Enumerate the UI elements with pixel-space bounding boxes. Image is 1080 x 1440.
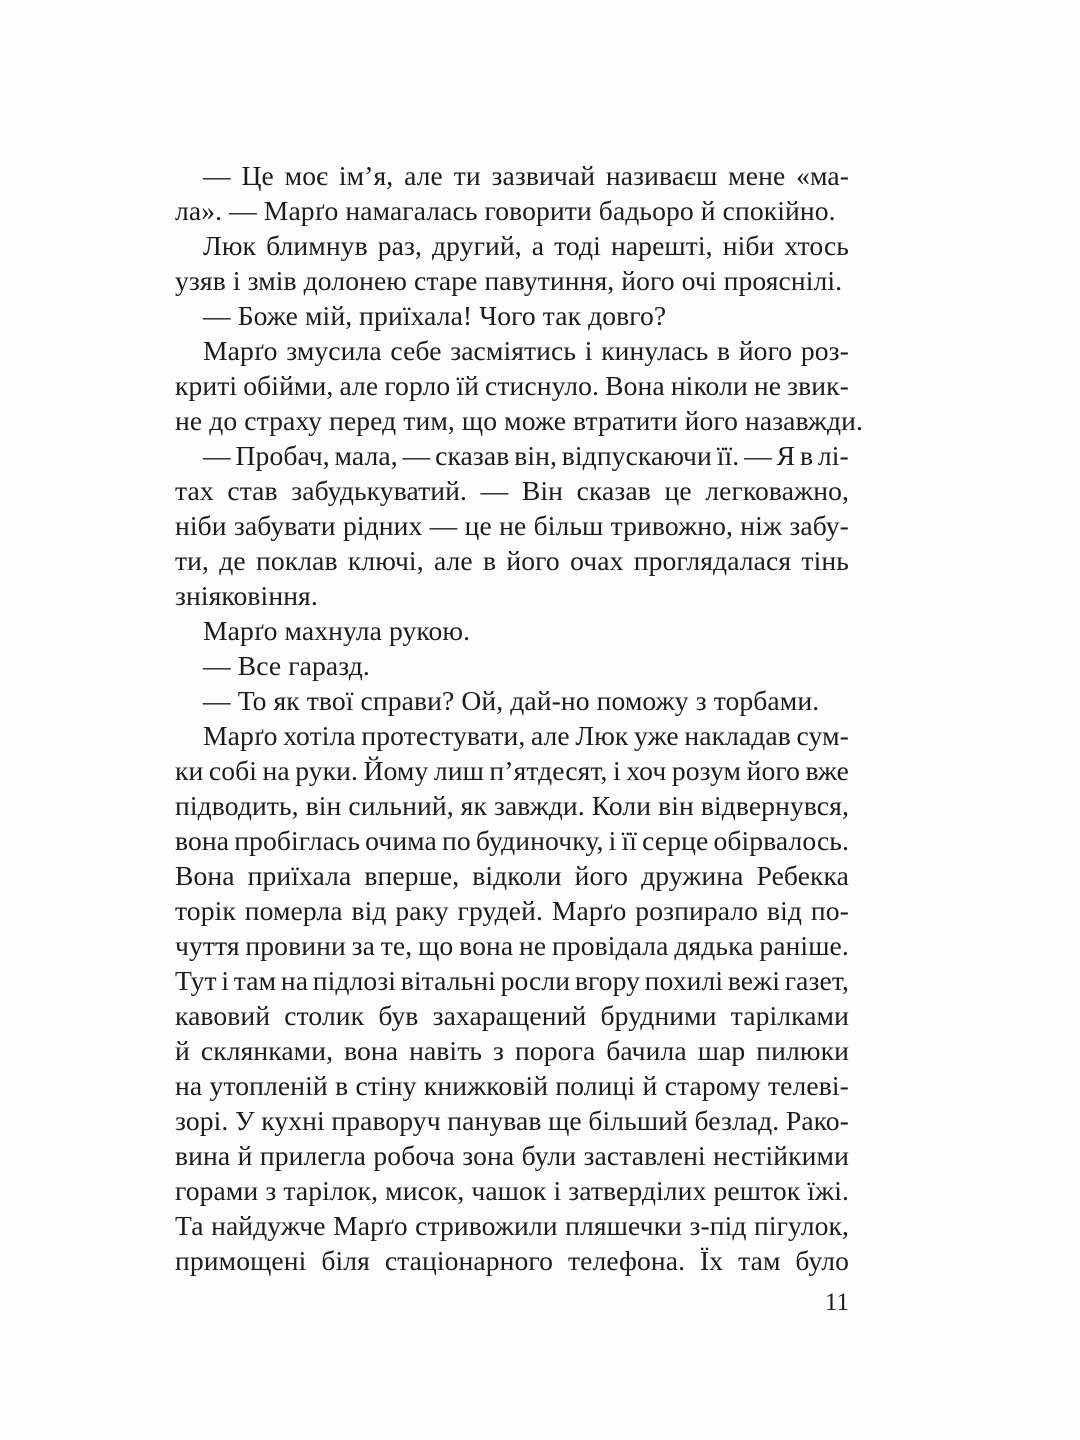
page-number: 11 — [824, 1289, 849, 1316]
word: шар — [697, 1035, 746, 1066]
text-line — [175, 823, 849, 858]
word: лі- — [817, 440, 849, 471]
text-line: — Все гаразд. — [203, 650, 370, 681]
word: утопленій — [209, 1070, 328, 1101]
word: їй — [456, 370, 479, 401]
word: був — [378, 1000, 419, 1031]
word: Я — [776, 440, 796, 471]
word: стіну — [355, 1070, 417, 1101]
word: другий, — [432, 230, 522, 261]
word: собі — [208, 755, 258, 786]
word: він — [305, 790, 342, 821]
word: себе — [390, 335, 442, 366]
word: і — [608, 825, 617, 856]
word: його — [574, 860, 629, 891]
word: він, — [514, 440, 557, 471]
word: кавовий — [175, 1000, 271, 1031]
word: і — [584, 335, 593, 366]
word: тарілок, — [283, 1175, 379, 1206]
word: там — [738, 1245, 781, 1276]
paragraph — [175, 438, 849, 613]
word: — — [744, 440, 772, 471]
paragraph — [175, 333, 864, 438]
word: називаєш — [605, 160, 718, 191]
word: її — [621, 825, 638, 856]
word: примощені — [175, 1245, 307, 1276]
word: в — [799, 440, 814, 471]
word: похилі — [644, 965, 724, 996]
word: на — [262, 755, 290, 786]
word: панував — [447, 1105, 542, 1136]
word: в — [483, 545, 497, 576]
word: накладав — [684, 720, 791, 751]
word: і — [553, 1175, 562, 1206]
text-line — [175, 438, 849, 473]
text-line — [175, 858, 849, 893]
word: і — [221, 965, 230, 996]
text-line — [175, 718, 849, 753]
word: Вона — [175, 860, 235, 891]
word: ки — [175, 755, 204, 786]
text-line: зніяковіння. — [175, 580, 318, 611]
word: від — [351, 895, 387, 926]
paragraph — [175, 613, 849, 648]
word: Їх — [700, 1245, 724, 1276]
word: а — [531, 230, 545, 261]
word: Це — [241, 160, 274, 191]
word: нестійкими — [713, 1140, 849, 1171]
page-text-block — [175, 158, 864, 1278]
word: забудькуватий. — [291, 475, 467, 506]
word: проглядалася — [633, 545, 792, 576]
word: по- — [810, 895, 849, 926]
text-line — [175, 473, 849, 508]
text-line: не до страху перед тим, що може втратити його назавжди. — [175, 405, 864, 436]
word: стривожили — [415, 1210, 558, 1241]
text-line — [175, 1243, 849, 1278]
word: — — [402, 440, 431, 471]
text-line — [175, 368, 849, 403]
word: порога — [515, 1035, 596, 1066]
word: газет, — [784, 965, 849, 996]
word: затверділих — [568, 1175, 707, 1206]
word: росли — [500, 965, 571, 996]
word: приїхала — [247, 860, 352, 891]
word: телефона. — [567, 1245, 686, 1276]
word: й — [237, 1140, 253, 1171]
word: мисок, — [385, 1175, 465, 1206]
word: будиночку, — [475, 825, 604, 856]
word: — — [203, 160, 231, 191]
text-line — [175, 1068, 849, 1103]
word: Марґо — [203, 335, 278, 366]
word: стаціонарного — [384, 1245, 554, 1276]
word: вежі — [727, 965, 781, 996]
text-line: Марґо махнула рукою. — [203, 615, 471, 646]
word: торік — [175, 895, 236, 926]
word: телеві- — [767, 1070, 849, 1101]
text-line — [175, 788, 849, 823]
word: підлозі — [312, 965, 397, 996]
text-line — [175, 928, 849, 963]
word: його — [506, 545, 560, 576]
word: це — [664, 475, 692, 506]
word: решток — [713, 1175, 801, 1206]
word: вина — [175, 1140, 231, 1171]
word: безлад. — [694, 1105, 780, 1136]
word: Люк — [575, 720, 629, 751]
word: ще — [548, 1105, 582, 1136]
word: зона — [462, 1140, 515, 1171]
word: полиці — [555, 1070, 636, 1101]
word: завжди. — [493, 790, 585, 821]
word: Рако- — [785, 1105, 849, 1136]
word: він — [658, 790, 694, 821]
word: книжковій — [423, 1070, 549, 1101]
word: — — [203, 440, 231, 471]
word: прилегла — [259, 1140, 366, 1171]
word: забу- — [789, 510, 849, 541]
word: заставлені — [583, 1140, 706, 1171]
word: відпускаючи — [561, 440, 712, 471]
word: чашок — [471, 1175, 547, 1206]
word: — — [480, 475, 509, 506]
word: були — [521, 1140, 577, 1171]
word: що — [418, 930, 454, 961]
word: більш — [533, 510, 604, 541]
word: Марґо — [333, 1210, 408, 1241]
word: ти, — [175, 545, 210, 576]
word: хтось — [784, 230, 849, 261]
paragraph — [175, 228, 849, 298]
word: не — [499, 510, 527, 541]
word: кухні — [261, 1105, 325, 1136]
text-line — [175, 1208, 849, 1243]
word: дружина — [641, 860, 744, 891]
word: У — [234, 1105, 255, 1136]
word: тах — [175, 475, 214, 506]
word: це — [464, 510, 492, 541]
word: найдужче — [211, 1210, 326, 1241]
word: столик — [284, 1000, 365, 1031]
word: тарілками — [730, 1000, 849, 1031]
word: з — [265, 1175, 277, 1206]
text-line — [175, 508, 849, 543]
word: тоді — [554, 230, 601, 261]
word: забувати — [233, 510, 336, 541]
word: пігулок, — [753, 1210, 849, 1241]
word: поклав — [256, 545, 338, 576]
text-line — [175, 228, 849, 263]
word: криті — [175, 370, 238, 401]
word: ім’я, — [338, 160, 394, 191]
word: було — [795, 1245, 849, 1276]
text-line — [175, 1173, 849, 1208]
word: — — [429, 510, 458, 541]
word: пилюки — [756, 1035, 849, 1066]
word: раніше. — [759, 930, 849, 961]
word: Ребекка — [756, 860, 849, 891]
paragraph — [175, 683, 849, 718]
text-line — [175, 158, 849, 193]
word: вперше, — [364, 860, 460, 891]
word: але — [530, 720, 570, 751]
word: обійми, — [243, 370, 334, 401]
word: нарешті, — [610, 230, 713, 261]
text-line: узяв і змів долонею старе павутиння, його очі прояснілі. — [175, 265, 843, 296]
word: засміятись — [450, 335, 577, 366]
word: відколи — [472, 860, 562, 891]
word: відвернувся, — [700, 790, 849, 821]
word: праворуч — [331, 1105, 441, 1136]
paragraph — [175, 158, 849, 228]
word: Та — [175, 1210, 204, 1241]
word: мене — [728, 160, 786, 191]
word: Коли — [591, 790, 652, 821]
text-line — [175, 1033, 849, 1068]
word: склянками, — [200, 1035, 334, 1066]
word: в — [717, 335, 731, 366]
word: брудними — [600, 1000, 717, 1031]
word: їжі. — [807, 1175, 849, 1206]
word: пробіглась — [234, 825, 361, 856]
text-line — [175, 893, 849, 928]
word: розпирало — [635, 895, 759, 926]
word: але — [404, 160, 443, 191]
word: й — [642, 1070, 658, 1101]
text-line — [175, 963, 849, 998]
word: серце — [642, 825, 709, 856]
word: раз, — [377, 230, 422, 261]
word: «ма- — [796, 160, 849, 191]
word: провини — [245, 930, 346, 961]
word: робоча — [373, 1140, 455, 1171]
word: легковажно, — [705, 475, 849, 506]
text-line — [175, 753, 849, 788]
word: більший — [588, 1105, 688, 1136]
word: розум — [671, 755, 742, 786]
word: те, — [380, 930, 413, 961]
word: старому — [664, 1070, 761, 1101]
text-line — [175, 333, 849, 368]
word: навіть — [409, 1035, 483, 1066]
word: його — [738, 335, 793, 366]
word: ключі, — [347, 545, 424, 576]
word: від — [766, 895, 802, 926]
word: на — [175, 1070, 203, 1101]
word: але — [339, 370, 379, 401]
word: горло — [384, 370, 451, 401]
word: померла — [244, 895, 343, 926]
word: рідних — [342, 510, 423, 541]
paragraph — [175, 298, 849, 333]
word: очах — [570, 545, 624, 576]
word: горами — [175, 1175, 259, 1206]
word: зазвичай — [491, 160, 596, 191]
word: провідала — [552, 930, 669, 961]
word: сум- — [796, 720, 849, 751]
word: роз- — [800, 335, 849, 366]
word: вітальні — [400, 965, 496, 996]
word: там — [233, 965, 277, 996]
word: став — [227, 475, 278, 506]
word: грудей. — [457, 895, 543, 926]
text-line — [175, 998, 849, 1033]
word: Вона — [605, 370, 665, 401]
text-line: — Боже мій, приїхала! Чого так довго? — [203, 300, 667, 331]
word: в — [335, 1070, 349, 1101]
paragraph — [175, 648, 849, 683]
word: лиш — [433, 755, 484, 786]
word: дядька — [674, 930, 754, 961]
word: стиснуло. — [485, 370, 600, 401]
word: Марґо — [551, 895, 627, 926]
word: її. — [716, 440, 740, 471]
word: не — [518, 930, 547, 961]
word: вже — [805, 755, 849, 786]
word: Пробач, — [235, 440, 330, 471]
word: ти — [453, 160, 481, 191]
word: з-під — [689, 1210, 747, 1241]
word: вона — [344, 1035, 399, 1066]
word: протестувати, — [361, 720, 526, 751]
word: хоч — [626, 755, 667, 786]
text-line: ла». — Марґо намагалась говорити бадьоро й спокійно. — [175, 195, 836, 226]
word: руки. — [295, 755, 359, 786]
word: ніж — [740, 510, 783, 541]
word: Він — [521, 475, 564, 506]
word: уже — [634, 720, 679, 751]
word: біля — [321, 1245, 370, 1276]
word: сказав — [435, 440, 510, 471]
word: сказав — [576, 475, 651, 506]
text-line — [175, 1138, 849, 1173]
text-line — [175, 1103, 849, 1138]
word: блимнув — [266, 230, 368, 261]
text-line — [175, 543, 849, 578]
word: як — [460, 790, 487, 821]
word: його — [746, 755, 801, 786]
word: ніби — [175, 510, 227, 541]
word: змусила — [286, 335, 382, 366]
word: очима — [365, 825, 437, 856]
word: Люк — [203, 230, 257, 261]
word: але — [433, 545, 473, 576]
word: Тут — [175, 965, 217, 996]
word: і — [613, 755, 621, 786]
word: вгору — [574, 965, 640, 996]
word: бачила — [606, 1035, 687, 1066]
word: тривожно, — [610, 510, 733, 541]
word: Йому — [363, 755, 429, 786]
word: п’ятдесят, — [489, 755, 608, 786]
word: мала, — [334, 440, 398, 471]
word: вона — [459, 930, 514, 961]
word: на — [280, 965, 309, 996]
word: ніколи — [670, 370, 748, 401]
word: тінь — [801, 545, 849, 576]
word: обірвалось. — [713, 825, 849, 856]
word: по — [442, 825, 471, 856]
word: чуття — [175, 930, 240, 961]
paragraph — [175, 718, 849, 1278]
word: підводить, — [175, 790, 299, 821]
word: Марґо — [203, 720, 278, 751]
word: пляшечки — [565, 1210, 682, 1241]
word: вона — [175, 825, 230, 856]
word: не — [753, 370, 782, 401]
word: захаращений — [432, 1000, 587, 1031]
word: за — [351, 930, 375, 961]
word: моє — [284, 160, 329, 191]
word: раку — [395, 895, 449, 926]
text-line: — То як твої справи? Ой, дай-но поможу з торбами. — [203, 685, 820, 716]
word: хотіла — [283, 720, 356, 751]
word: з — [493, 1035, 505, 1066]
word: сильний, — [348, 790, 454, 821]
word: й — [175, 1035, 190, 1066]
word: кинулась — [601, 335, 709, 366]
word: звик- — [787, 370, 849, 401]
word: де — [219, 545, 246, 576]
word: зорі. — [175, 1105, 229, 1136]
word: ніби — [722, 230, 775, 261]
